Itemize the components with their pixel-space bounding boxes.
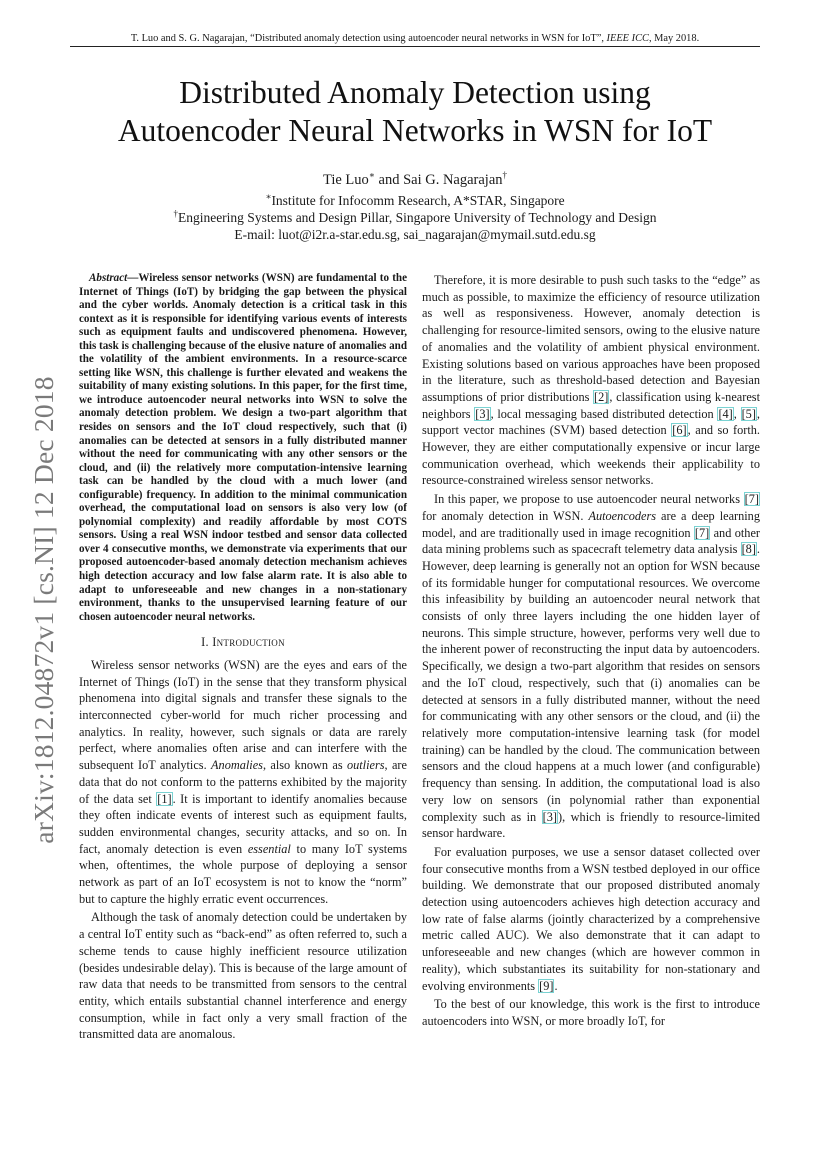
author-and: and [374, 172, 404, 188]
section-number: I. [201, 635, 209, 650]
abstract-text: Wireless sensor networks (WSN) are fundamental to the Internet of Things (IoT) by bridging the gap between the physical and the cyber worlds. Anomaly detection is a critical task in this context as it is responsible for identifying various events of interests such as equipment faults and undiscovered phenomena. However, this task is challenging because of the elusive nature of anomalies and the volatility of the ambient environments. In a resource-scarce setting like WSN, this challenge is further elevated and weakens the suitability of many existing solutions. In this paper, for the first time, we introduce autoencoder neural networks into WSN to solve the anomaly detection problem. We design a two-part algorithm that resides on sensors and the IoT cloud respectively, such that (i) anomalies can be detected at sensors in a fully distributed manner without the need for communicating with any other sensors or the cloud, and (ii) the relatively more computation-intensive learning task can be handled by the cloud with a much lower (and configurable) frequency. In addition to the minimal communication overhead, the computational load on sensors is also very low (of polynomial complexity) and readily affordable by most COTS sensors. Using a real WSN indoor testbed and sensor data collected over 4 consecutive months, we demonstrate via experiments that our proposed autoencoder-based anomaly detection mechanism achieves high detection accuracy and low false alarm rate. It is also able to adapt to unforeseeable and new changes in a non-stationary environment, thanks to the unsupervised learning feature of our chosen autoencoder neural networks. [79, 272, 408, 623]
author-2: Sai G. Nagarajan [403, 172, 503, 188]
affiliation-2-mark: † [173, 208, 178, 219]
text-run: to many IoT systems when, oftentimes, the whole purpose of deploying a sensor network as part of an IoT ecosystem is not to know the “norm” but to capture the highly erratic event occurrences. [79, 841, 407, 906]
abstract [79, 272, 407, 624]
text-run: , [733, 406, 741, 421]
text-run: . [554, 978, 558, 993]
text-run: . However, deep learning is generally not an option for WSN because of its formidable hunger for computational resources. We overcome this infeasibility by building an autoencoder neural network that consists of only three layers including the one hidden layer of neurons. This simple structure, however, performs very well due to the inherent power of reconstructing the input data by autoencoders. Specifically, we design a two-part algorithm that resides on sensors and the IoT cloud, respectively, such that (i) anomalies can be detected at sensors in a fully distributed manner, without the need for communicating with any other sensors or the cloud, and (ii) the relatively more computation-intensive learning task (for model training) can be handled by the cloud. The communication between sensors and the cloud happens at a much lower (and configurable) frequency than sensing. In addition, the computational load is also very low on sensors (in polynomial rather than exponential complexity such as in [422, 542, 760, 824]
text-run: , local messaging based distributed detection [490, 406, 718, 421]
citation-link[interactable]: [2] [594, 389, 609, 404]
affiliation-2-text: Engineering Systems and Design Pillar, Singapore University of Technology and Design [177, 210, 657, 225]
citation-link[interactable]: [6] [672, 423, 687, 438]
header-rule [70, 46, 760, 47]
text-run: , also known as [262, 758, 347, 773]
header-citation: T. Luo and S. G. Nagarajan, “Distributed anomaly detection using autoencoder neural networks in WSN for IoT”, [130, 33, 607, 44]
text-run: , classification using k-nearest neighbors [422, 389, 760, 421]
right-paragraph-4: To the best of our knowledge, this work is the first to introduce autoencoders into WSN, or more broadly IoT, for [422, 997, 760, 1028]
abstract-lead: Abstract [89, 272, 128, 284]
text-run: For evaluation purposes, we use a sensor dataset collected over four consecutive months from a WSN testbed deployed in our office building. We demonstrate that our proposed distributed anomaly detection using autoencoders achieves high detection accuracy and low rate of false alarms (jointly characterized by a comprehensive metric called AUC). We also demonstrate that it can adapt to unforeseeable and new changes (which are however common in reality), which substantiates its suitability for non-stationary and evolving environments [422, 844, 760, 993]
running-header [70, 32, 760, 45]
paper-title [70, 74, 760, 150]
text-run: Anomalies [211, 758, 263, 773]
author-1: Tie Luo [322, 172, 369, 188]
citation-link[interactable]: [5] [741, 406, 756, 421]
citation-link[interactable]: [7] [744, 492, 759, 507]
text-run: essential [247, 841, 291, 856]
text-run: . It is important to identify anomalies because they often indicate events of interest such as equipment faults, sudden environmental changes, security attacks, and so on. In fact, anomaly detection is even [79, 791, 407, 856]
title-line-2: Autoencoder Neural Networks in WSN for IoT [117, 113, 713, 148]
citation-link[interactable]: [7] [694, 525, 710, 540]
text-run: ), which is friendly to resource-limited sensor hardware. [422, 809, 760, 841]
arxiv-stamp: arXiv:1812.04872v1 [cs.NI] 12 Dec 2018 [28, 376, 59, 844]
intro-paragraph-2: Although the task of anomaly detection could be undertaken by a central IoT entity such as “back-end” as often referred to, such a scheme tends to cause highly inefficient resource utilization (besides undesirable delay). This is because of the large amount of raw data that needs to be transmitted from sensors to the central entity, which entails substantial channel interference and energy consumption, while in fact only a very small fraction of the transmitted data are anomalous. [79, 910, 407, 1042]
text-run: Wireless sensor networks (WSN) are the eyes and ears of the Internet of Things (IoT) in the sense that they transform physical phenomena into digital signals and transfer these signals to the interconnected cyber-world for much richer processing and analytics. In reality, however, such signals or data are rarely perfect, where anomalies often arise and can interfere with the subsequent IoT analytics. [79, 657, 407, 773]
section-name: Introduction [212, 635, 285, 650]
abstract-dash: — [127, 272, 139, 284]
header-date: , May 2018. [648, 33, 700, 44]
right-paragraph-2 [422, 491, 760, 842]
left-column [79, 272, 407, 1043]
author-1-mark: ∗ [368, 170, 375, 181]
affiliation-2 [70, 209, 760, 226]
author-names [70, 172, 760, 189]
citation-link[interactable]: [8] [741, 542, 756, 557]
citation-link[interactable]: [3] [475, 406, 490, 421]
affiliation-1-text: Institute for Infocomm Research, A*STAR, Singapore [271, 193, 565, 208]
text-run: Therefore, it is more desirable to push such tasks to the “edge” as much as possible, to maximize the efficiency of resource utilization as well as responsiveness. However, anomaly detection is challenging for resource-limited sensors, owing to the elusive nature of anomalies and the volatility of ambient physical environment. Existing solutions based on various approaches have been proposed in the literature, such as threshold-based detection and Bayesian assumptions of prior distributions [422, 273, 760, 404]
author-block [70, 172, 760, 243]
text-run: Autoencoders [588, 508, 657, 523]
affiliation-1-mark: ∗ [265, 191, 272, 202]
text-run: outliers [346, 758, 385, 773]
intro-paragraph-1 [79, 657, 407, 908]
text-run: , are data that do not conform to the patterns exhibited by the majority of the data set [79, 758, 407, 806]
text-run: for anomaly detection in WSN. [422, 508, 589, 523]
text-run: , support vector machines (SVM) based detection [422, 406, 760, 438]
citation-link[interactable]: [3] [542, 809, 558, 824]
citation-link[interactable]: [9] [539, 978, 554, 993]
text-run: In this paper, we propose to use autoencoder neural networks [434, 492, 744, 507]
section-heading-introduction [79, 634, 407, 651]
citation-link[interactable]: [4] [718, 406, 733, 421]
header-venue: IEEE ICC [606, 33, 649, 44]
text-run: , and so forth. However, they are either computationally expensive or incur large communication overhead, which weekends their applicability to resource-constrained wireless sensor networks. [422, 423, 760, 488]
right-paragraph-3 [422, 844, 760, 994]
right-paragraph-1 [422, 272, 760, 489]
title-line-1: Distributed Anomaly Detection using [179, 75, 651, 110]
author-emails: E-mail: luot@i2r.a-star.edu.sg, sai_nagarajan@mymail.sutd.edu.sg [234, 227, 596, 242]
author-2-mark: † [502, 170, 508, 181]
text-run: are a deep learning model, and are traditionally used in image recognition [422, 508, 760, 540]
citation-link[interactable]: [1] [157, 791, 172, 806]
right-column [422, 272, 760, 1030]
text-run: and other data mining problems such as spacecraft telemetry data analysis [422, 525, 760, 557]
affiliation-1 [70, 192, 760, 209]
